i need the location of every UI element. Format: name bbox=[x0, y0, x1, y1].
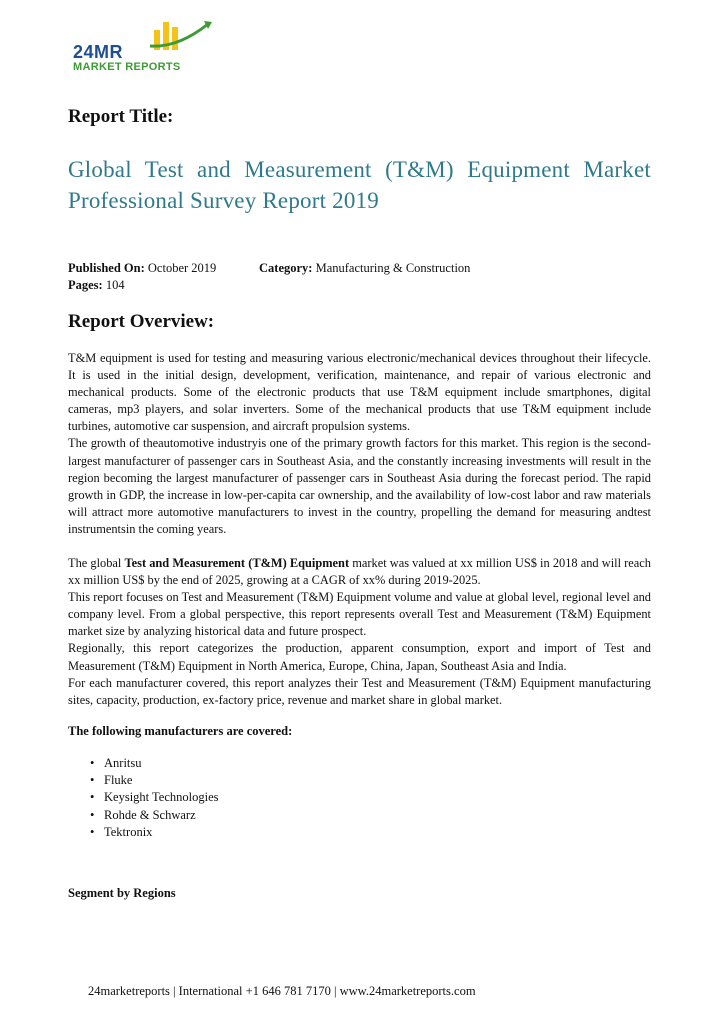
published-label: Published On: bbox=[68, 261, 145, 275]
overview-heading: Report Overview: bbox=[68, 311, 215, 332]
manufacturers-list bbox=[90, 755, 219, 841]
list-item: • Anritsu bbox=[90, 755, 219, 772]
category bbox=[259, 261, 470, 276]
pages-label: Pages: bbox=[68, 278, 103, 292]
overview-block-1 bbox=[68, 350, 651, 538]
manufacturers-heading: The following manufacturers are covered: bbox=[68, 724, 293, 738]
logo-text-main: 24MR bbox=[73, 42, 124, 62]
list-item: • Fluke bbox=[90, 772, 219, 789]
list-item: • Rohde & Schwarz bbox=[90, 807, 219, 824]
overview-paragraph: The growth of theautomotive industryis one of the primary growth factors for this market. This region is the second-largest manufacturer of passenger cars in Southeast Asia, and the constantly increasing investments will result in the region becoming the largest manufacturer of passenger cars in Southeast Asia during the forecast period. The rapid growth in GDP, the increase in low-per-capita car ownership, and the availability of low-cost labor and raw materials will attract more automotive manufacturers to invest in the country, propelling the demand for measuring andtest instrumentsin the coming years. bbox=[68, 436, 651, 536]
pages-value: 104 bbox=[105, 278, 125, 292]
overview-paragraph: T&M equipment is used for testing and measuring various electronic/mechanical devices throughout their lifecycle. It is used in the initial design, development, verification, maintenance, and repair of various electronic and mechanical products. Some of the electronic products that use T&M equipment include smartphones, digital cameras, mp3 players, and solar inverters. Some of the mechanical products that use T&M equipment include turbines, automotive car suspension, and aircraft propulsion systems. bbox=[68, 351, 651, 434]
category-value: Manufacturing & Construction bbox=[315, 261, 471, 275]
market-value-paragraph: The global Test and Measurement (T&M) Equipment market was valued at xx million US$ in 2018 and will reach xx million US$ by the end of 2025, growing at a CAGR of xx% during 2019-2025. bbox=[68, 556, 651, 588]
overview-block-2 bbox=[68, 555, 651, 709]
overview-paragraph: This report focuses on Test and Measurement (T&M) Equipment volume and value at global level, regional level and company level. From a global perspective, this report represents overall Test and Measurement (T&M) Equipment market size by analyzing historical data and future prospect. bbox=[68, 590, 651, 639]
company-logo bbox=[70, 18, 220, 78]
published-on bbox=[68, 261, 216, 276]
page-footer: 24marketreports | International +1 646 781 7170 | www.24marketreports.com bbox=[88, 984, 476, 998]
category-label: Category: bbox=[259, 261, 313, 275]
product-name: Test and Measurement (T&M) Equipment bbox=[124, 556, 350, 570]
list-item: • Keysight Technologies bbox=[90, 789, 219, 806]
pages bbox=[68, 278, 125, 293]
report-title-label: Report Title: bbox=[68, 106, 174, 127]
logo-text-sub: MARKET REPORTS bbox=[73, 61, 181, 73]
overview-paragraph: Regionally, this report categorizes the production, apparent consumption, export and import of Test and Measurement (T&M) Equipment in North America, Europe, China, Japan, Southeast Asia and India. bbox=[68, 641, 651, 673]
report-title: Global Test and Measurement (T&M) Equipment Market Professional Survey Report 2019 bbox=[68, 157, 651, 213]
published-value: October 2019 bbox=[147, 261, 217, 275]
list-item: • Tektronix bbox=[90, 824, 219, 841]
overview-paragraph: For each manufacturer covered, this report analyzes their Test and Measurement (T&M) Equipment manufacturing sites, capacity, production, ex-factory price, revenue and market share in global market. bbox=[68, 675, 651, 707]
logo-bars-icon bbox=[148, 18, 218, 52]
segment-heading: Segment by Regions bbox=[68, 886, 176, 900]
